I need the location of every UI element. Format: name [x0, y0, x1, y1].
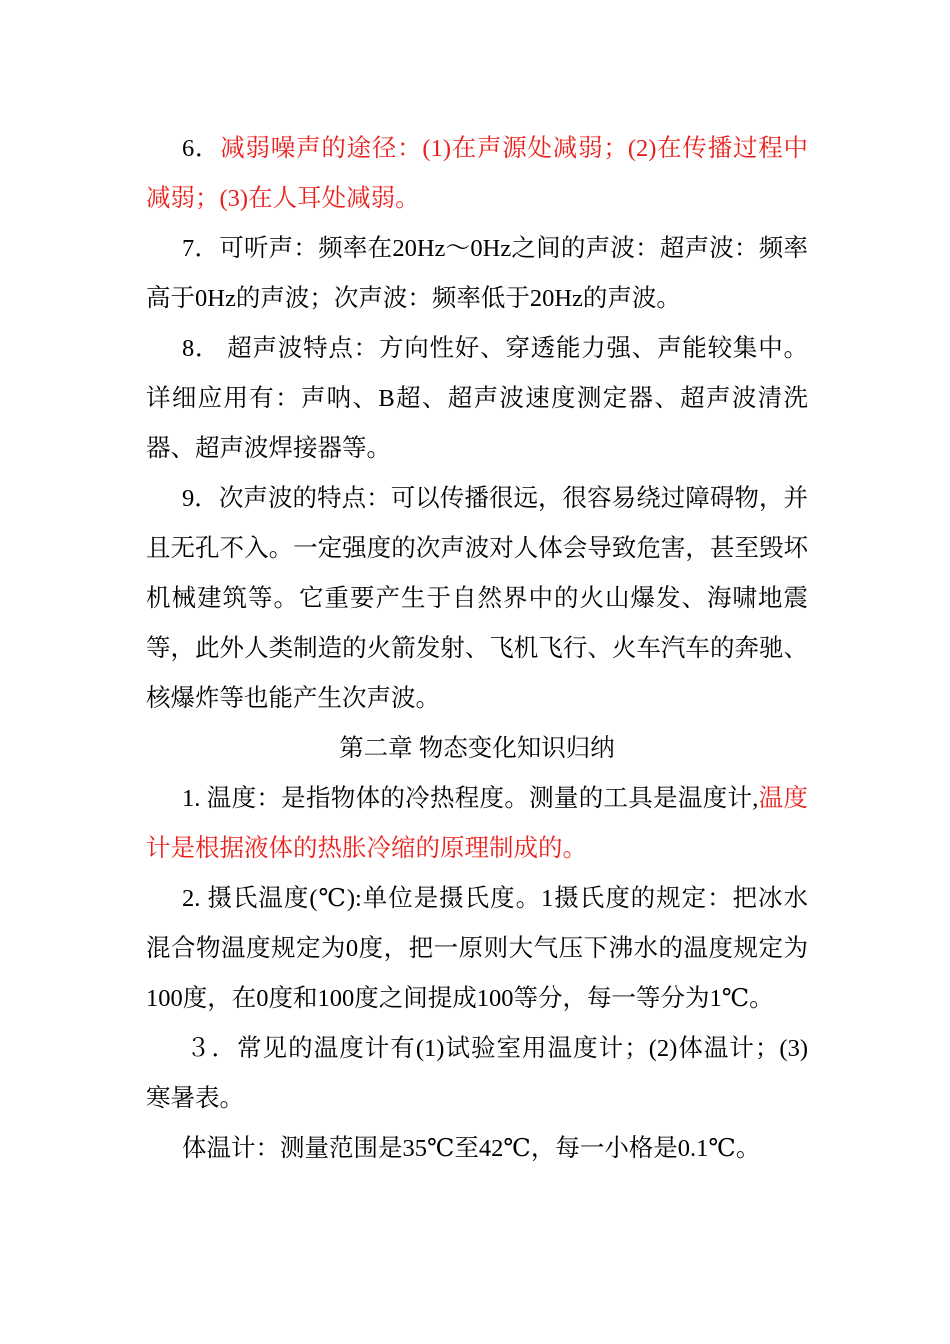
paragraph-number: 6． — [182, 135, 221, 162]
paragraph-6 — [146, 124, 808, 224]
paragraph-text: 超声波特点：方向性好、穿透能力强、声能较集中。详细应用有：声呐、B超、超声波速度测定器、超声波清洗器、超声波焊接器等。 — [146, 335, 809, 462]
paragraph-7 — [146, 224, 808, 324]
chapter-title: 第二章 物态变化知识归纳 — [339, 735, 615, 762]
chapter-paragraph-thermometer — [146, 1124, 808, 1174]
paragraph-number: 8． — [182, 335, 221, 362]
paragraph-text: 体温计：测量范围是35℃至42℃，每一小格是0.1℃。 — [182, 1135, 761, 1162]
chapter-paragraph-2 — [146, 874, 808, 1024]
paragraph-text: 可听声：频率在20Hz～0Hz之间的声波：超声波：频率高于0Hz的声波；次声波：频率低于20Hz的声波。 — [146, 235, 808, 312]
paragraph-text: 温度：是指物体的冷热程度。测量的工具是温度计, — [206, 785, 759, 812]
chapter-paragraph-3 — [146, 1024, 808, 1124]
chapter-paragraph-1 — [146, 774, 808, 874]
paragraph-text: 次声波的特点：可以传播很远，很容易绕过障碍物，并且无孔不入。一定强度的次声波对人体会导致危害，甚至毁坏机械建筑等。它重要产生于自然界中的火山爆发、海啸地震等，此外人类制造的火箭发射、飞机飞行、火车汽车的奔驰、核爆炸等也能产生次声波。 — [146, 485, 809, 712]
paragraph-text: 常见的温度计有(1)试验室用温度计；(2)体温计；(3)寒暑表。 — [146, 1035, 808, 1112]
paragraph-text-highlight: 减弱噪声的途径：(1)在声源处减弱；(2)在传播过程中减弱；(3)在人耳处减弱。 — [146, 135, 808, 212]
paragraph-number: ３． — [186, 1035, 238, 1062]
document-body — [146, 124, 808, 1174]
paragraph-text-highlight: 温度计是根据液体的热胀冷缩的原理制成的。 — [146, 785, 809, 862]
paragraph-number: 9． — [182, 485, 219, 512]
paragraph-9 — [146, 474, 808, 724]
paragraph-number: 1. — [182, 785, 207, 812]
paragraph-number: 7． — [182, 235, 220, 262]
paragraph-8 — [146, 324, 808, 474]
paragraph-text: 摄氏温度(℃):单位是摄氏度。1摄氏度的规定：把冰水混合物温度规定为0度，把一原则大气压下沸水的温度规定为100度，在0度和100度之间提成100等分，每一等分为1℃。 — [146, 885, 808, 1012]
paragraph-number: 2. — [182, 885, 208, 912]
